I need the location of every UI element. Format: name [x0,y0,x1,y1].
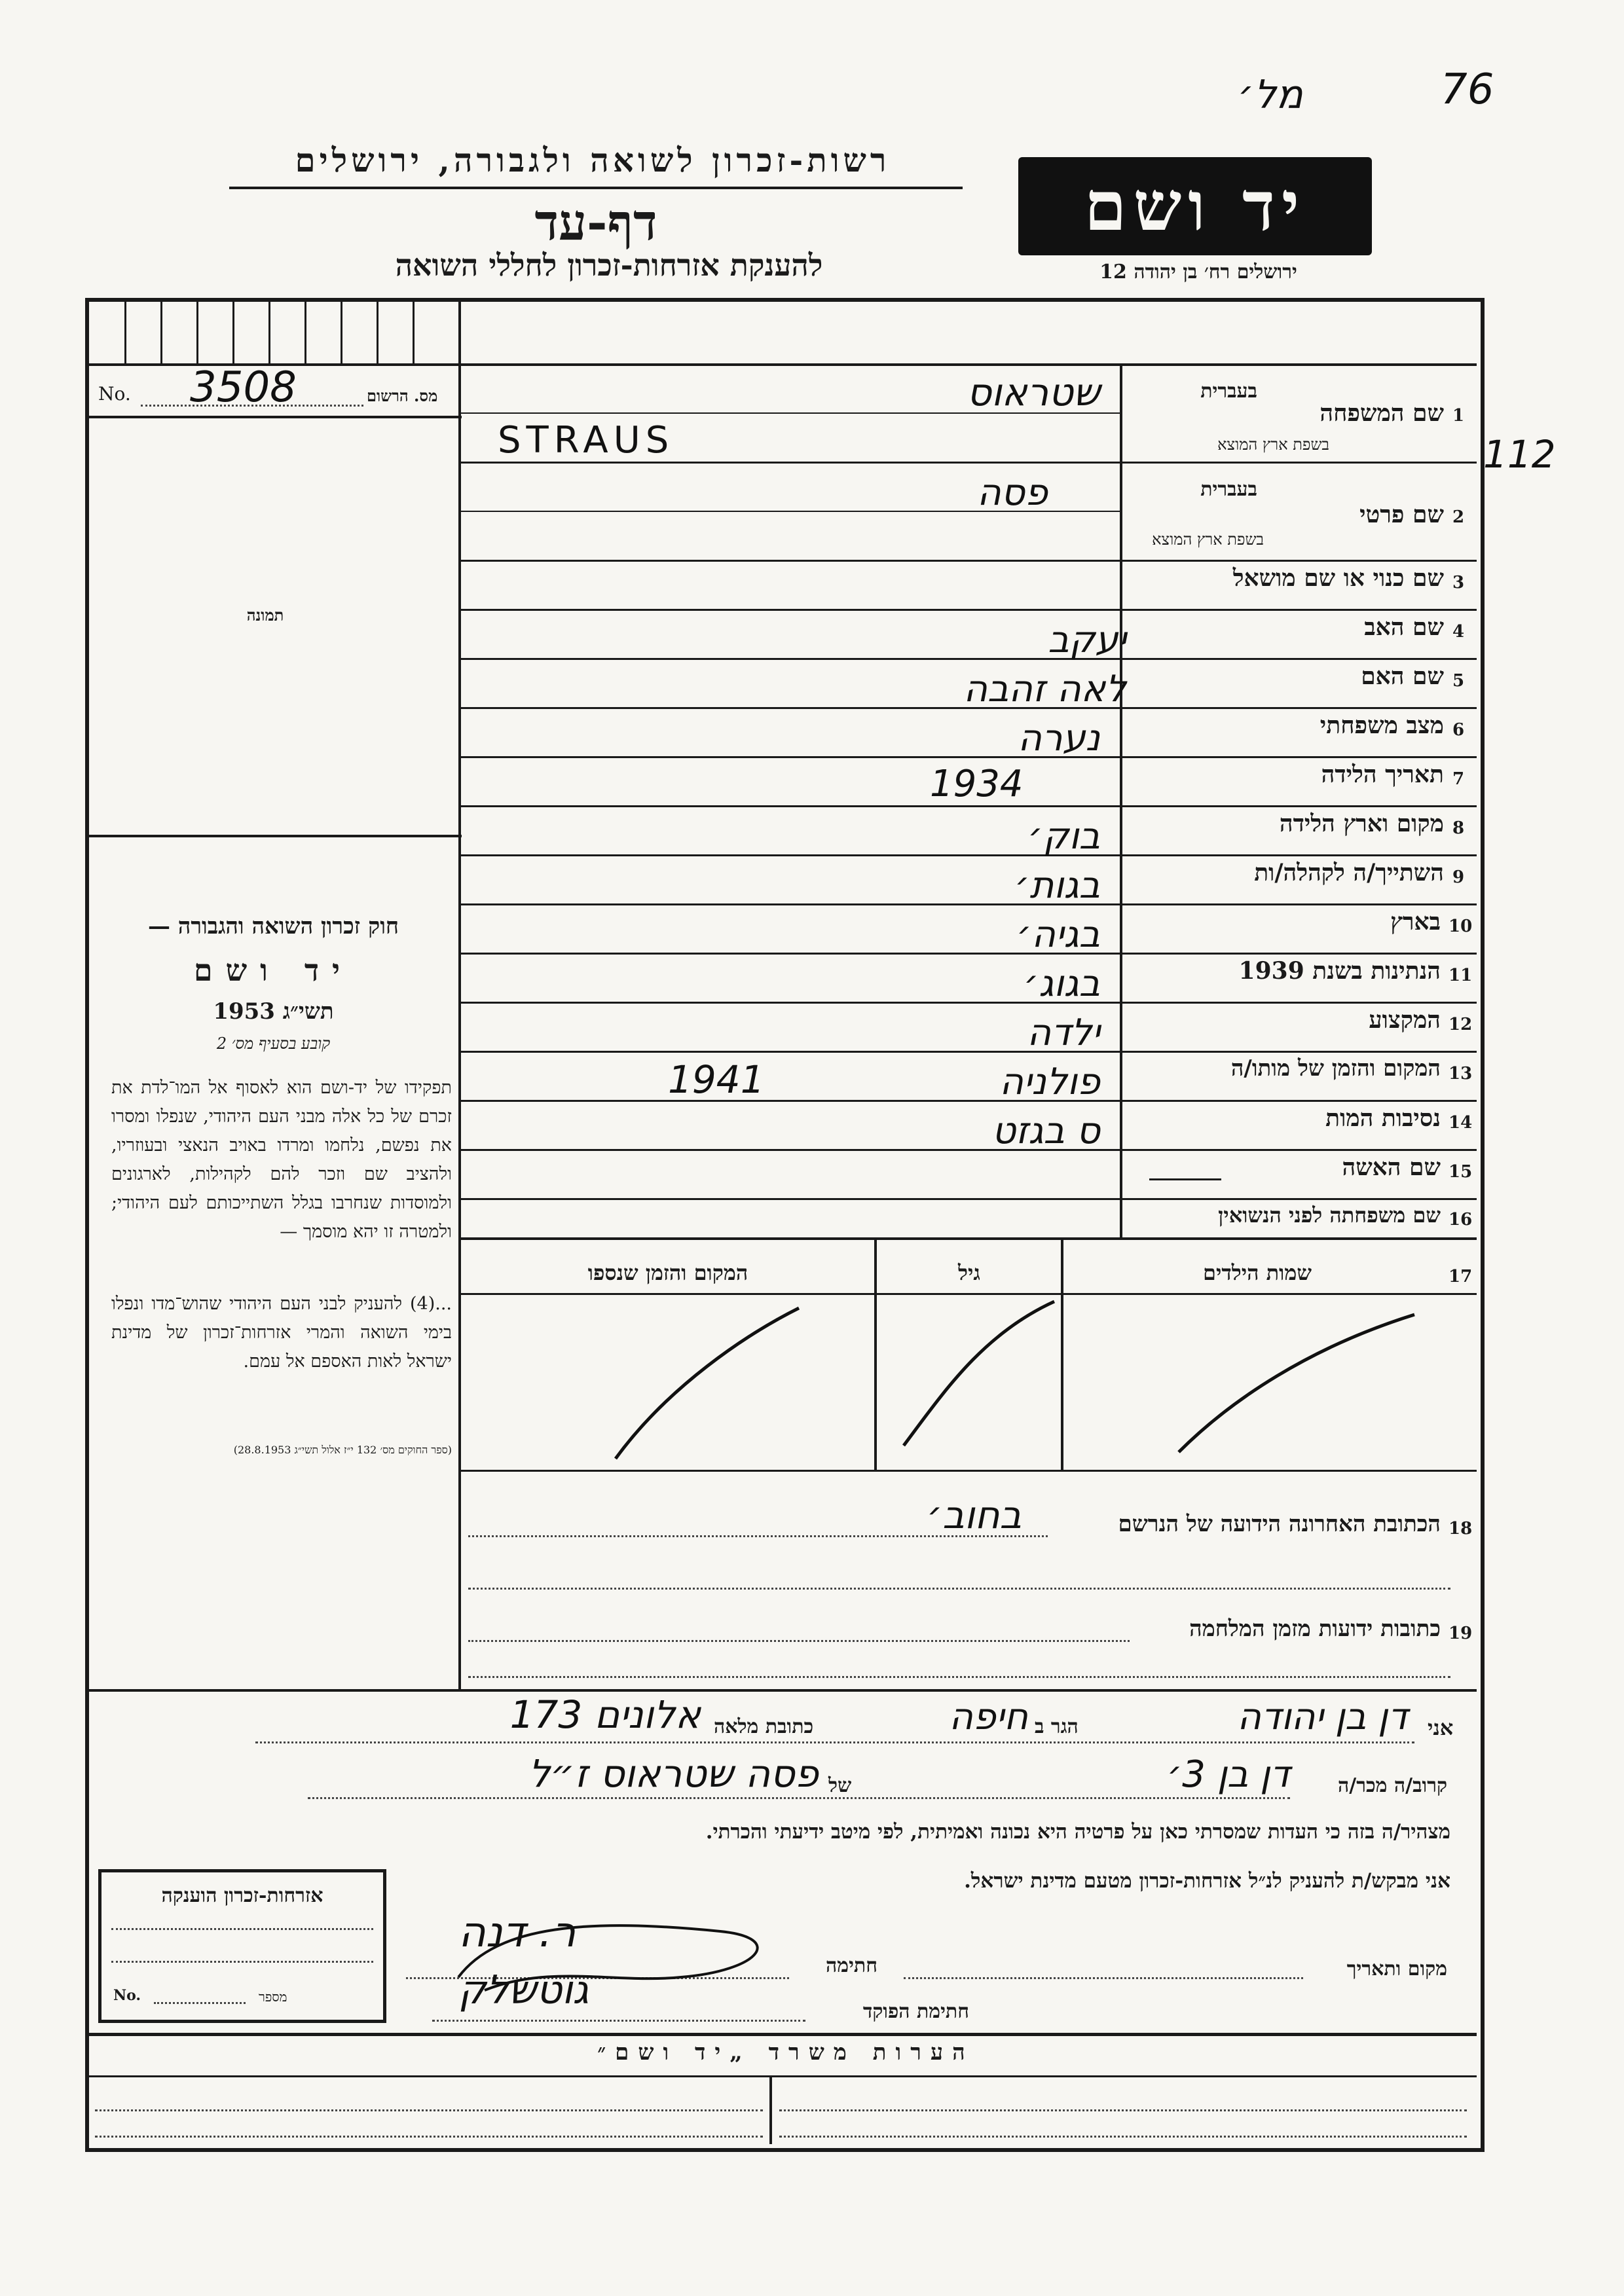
form-title: דף-עד [534,193,657,251]
field-2-sub2: בשפת ארץ המוצא [1152,530,1264,549]
decl-relation-value: דן בן 3׳ [1167,1753,1290,1796]
decl-signature-value: ר. דנה [458,1908,576,1957]
field-6-num: 6 [1452,720,1465,740]
field-11-label: הנתינות בשנת 1939 [1238,957,1441,985]
decl-request: אני מבקש/ת להעניק לנ״ל אזרחות-זכרון מטעם מדינת ישראל. [964,1869,1450,1893]
field-13-num: 13 [1449,1064,1473,1084]
logo-text: יד ושם [1084,166,1306,246]
field-14-label: נסיבות המות [1325,1104,1441,1132]
office-title: הערות משרד „יד ושם״ [597,2039,974,2066]
field-10-num: 10 [1449,917,1473,936]
law-title: חוק זכרון השואה והגבורה — [147,913,399,939]
decl-address-label: כתובת מלאה [714,1715,814,1738]
field-3-num: 3 [1452,573,1465,592]
field-1-num: 1 [1452,406,1465,426]
children-col-place: המקום והזמן שנספו [587,1260,748,1285]
top-note: מל׳ [1238,72,1303,118]
field-13-value: פולניה [999,1061,1100,1103]
field-16-num: 16 [1449,1210,1473,1230]
photo-label: תמונה [246,606,284,625]
field-8-label: מקום וארץ הלידה [1279,810,1444,837]
form-subtitle: להענקת אזרחות-זכרון לחללי השואה [395,247,823,283]
field-9-label: השתייך/ה לקהלה/ות [1254,859,1444,886]
field-17-num: 17 [1449,1267,1473,1286]
law-year: תשי״ג 1953 [213,998,334,1025]
field-2-sub1: בעברית [1200,478,1257,501]
registration-value: 3508 [190,363,297,412]
field-6-label: מצב משפחתי [1320,712,1444,739]
grant-box [98,1869,386,2023]
field-10-value: בגיה׳ [1016,913,1100,956]
field-4-label: שם האב [1364,613,1444,641]
field-3-label: שם כנוי או שם מושאל [1232,564,1444,592]
field-2-num: 2 [1452,507,1465,527]
field-2-value: פסה [977,471,1048,514]
field-14-value: ס בגזט [991,1110,1100,1152]
field-13-value-year: 1941 [668,1057,765,1102]
decl-address-value: אלונים 173 [509,1692,701,1737]
decl-official-value: גוטשלק [458,1967,589,2013]
field-1-sub1: בעברית [1200,380,1257,403]
field-1-value: שטראוס [967,370,1100,414]
field-10-label: בארץ [1390,908,1441,936]
field-14-num: 14 [1449,1113,1473,1133]
law-ref: (ספר החוקים מס׳ 132 י״ז אלול תשי״ג 28.8.1953) [233,1444,452,1456]
field-9-num: 9 [1452,867,1465,887]
field-7-value: 1934 [930,763,1024,805]
field-6-value: נערה [1018,717,1100,759]
decl-city-value: חיפה [949,1696,1028,1738]
decl-relative-label: קרוב/ה מכר/ה [1338,1774,1447,1797]
law-text-1: תפקידו של יד-ושם הוא לאסוף אל המו־לדת את זכרם של כל אלה מבני העם היהודי, שנפלו ומסרו את נפשם, נלחמו ומרדו באויב הנאצי ובעוזריו, ולהציב שם וזכר להם לקהילות, לארגונים ולמוסדות שנחרבו בגלל השתייכותם לעם היהודי; ולמטרה זו יהא מוסמך — [111,1078,452,1242]
registration-prefix: No. [98,383,131,405]
field-18-value: בחוב׳ [927,1493,1022,1537]
field-11-num: 11 [1449,966,1473,985]
field-12-value: ילדה [1027,1011,1100,1054]
field-8-value: בוק׳ [1027,815,1100,858]
field-16-label: שם משפחתה לפני הנשואין [1218,1203,1441,1228]
children-col-names: שמות הילדים [1203,1260,1312,1285]
decl-signature-label: חתימה [826,1954,877,1977]
law-name: יד ושם [193,953,354,988]
field-15-num: 15 [1449,1162,1473,1182]
field-13-label: המקום והזמן של מותו/ה [1230,1055,1441,1082]
field-4-value: יעקב [1048,619,1126,661]
field-8-num: 8 [1452,818,1465,838]
field-5-value: לאה זהבה [963,668,1126,710]
children-strikethrough [458,1295,1477,1468]
registration-label: מס. הרשום [367,386,438,405]
field-2-label: שם פרטי [1359,501,1444,528]
field-1-label: שם המשפחה [1320,399,1444,427]
field-1-sub2: בשפת ארץ המוצא [1217,435,1329,454]
decl-gar-label: הגר ב [1035,1715,1079,1738]
grant-box-title: אזרחות-זכרון הוענקה [161,1884,323,1907]
field-5-num: 5 [1452,671,1465,691]
field-1-value-latin: STRAUS [498,419,674,462]
top-number: 76 [1441,65,1494,114]
field-12-num: 12 [1449,1015,1473,1034]
field-7-num: 7 [1452,769,1465,789]
decl-ani: אני [1428,1715,1454,1740]
decl-of-label: של [828,1774,852,1797]
grant-box-number-label: מספר [259,1989,287,2005]
field-11-value: בגוג׳ [1023,962,1100,1005]
law-text-2: ...(4) להעניק לבני העם היהודי שהוש־מדו ונפלו בימי השואה והמרי אזרחות־זכרון של מדינת ישראל לאות האספם אל עמם. [111,1294,452,1372]
law-clause: קובע בסעיף מס׳ 2 [216,1034,331,1053]
field-15-dash [1149,1178,1221,1180]
field-18-label: הכתובת האחרונה הידועה של הנרשם [1118,1511,1441,1537]
field-12-label: המקצוע [1369,1006,1441,1034]
decl-place-date-label: מקום ותאריך [1346,1958,1447,1980]
field-19-num: 19 [1449,1624,1473,1643]
decl-name-value: דן בן יהודה [1237,1696,1408,1738]
field-15-label: שם האשה [1342,1154,1441,1181]
grant-box-no: No. [113,1987,141,2004]
field-18-num: 18 [1449,1519,1473,1539]
authority-title: רשות-זכרון לשואה ולגבורה, ירושלים [295,141,891,179]
field-9-value: בגות׳ [1014,864,1100,907]
yad-vashem-logo [1018,157,1372,255]
decl-of-value: פסה שטראוס ז״ל [528,1751,819,1796]
field-7-label: תאריך הלידה [1321,761,1444,788]
decl-statement: מצהיר/ה בזה כי העדות שמסרתי כאן על פרטיה היא נכונה ואמיתית, לפי מיטב ידיעתי והכרתי. [705,1820,1450,1844]
field-5-label: שם האם [1361,663,1444,690]
address-text: ירושלים רח׳ בן יהודה 12 [1099,261,1297,283]
authority-underline [229,187,963,189]
side-number: 112 [1483,432,1556,477]
field-4-num: 4 [1452,622,1465,642]
children-col-age: גיל [958,1260,980,1285]
field-19-label: כתובות ידועות מזמן המלחמה [1189,1616,1441,1642]
decl-official-label: חתימת הפוקד [862,2000,969,2023]
